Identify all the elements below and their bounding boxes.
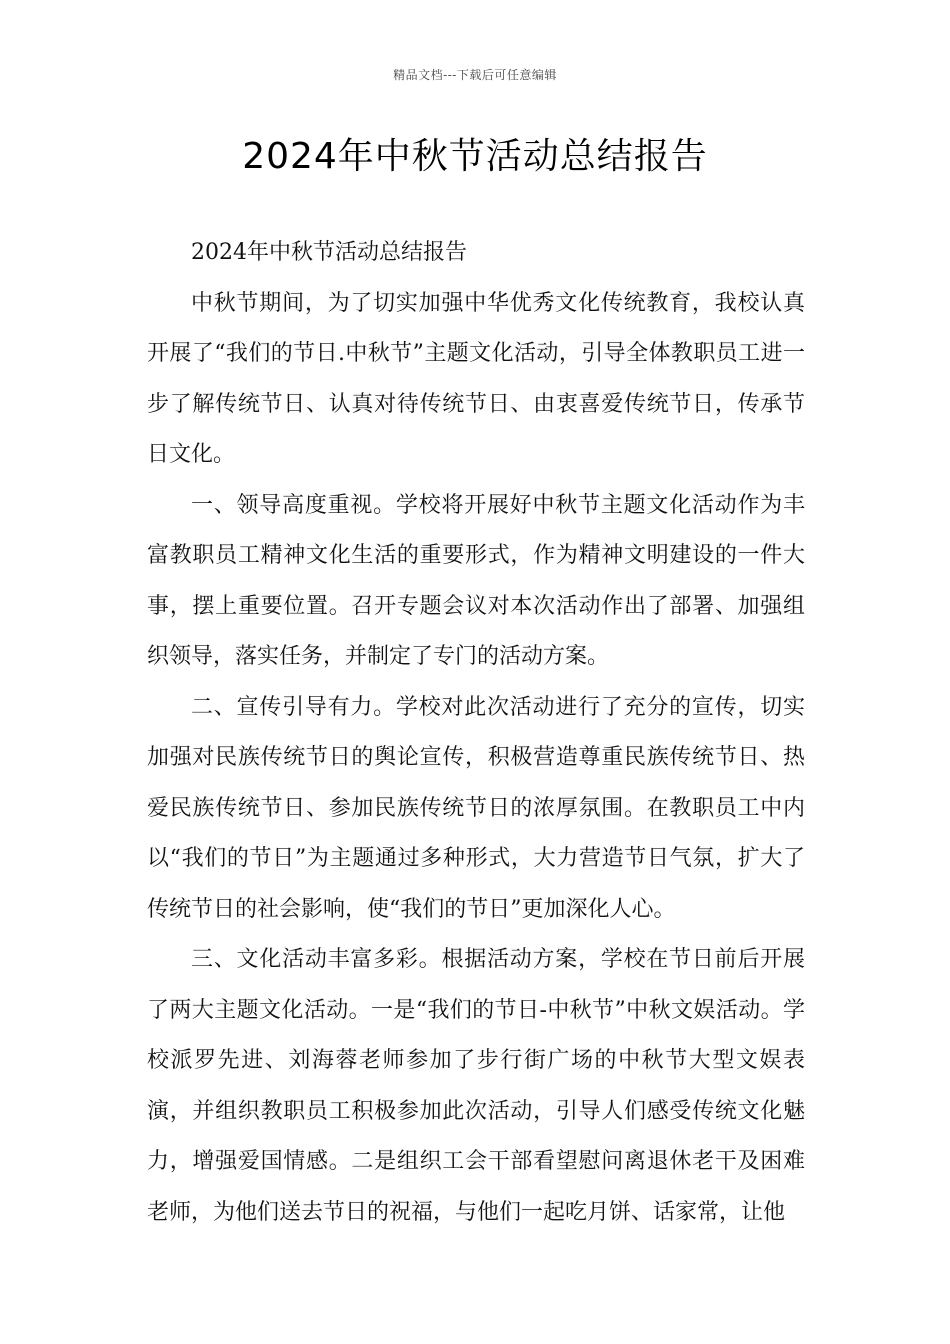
paragraph-section-3: 三、文化活动丰富多彩。根据活动方案，学校在节日前后开展了两大主题文化活动。一是“我们的节日-中秋节”中秋文娱活动。学校派罗先进、刘海蓉老师参加了步行街广场的中秋节大型文娱表演，并组织教职员工积极参加此次活动，引导人们感受传统文化魅力，增强爱国情感。二是组织工会干部看望慰问离退休老干及困难老师，为他们送去节日的祝福，与他们一起吃月饼、话家常，让他 xyxy=(147,947,805,1225)
page-header: 精品文档---下载后可任意编辑 xyxy=(393,68,557,82)
paragraph-intro: 中秋节期间，为了切实加强中华优秀文化传统教育，我校认真开展了“我们的节日.中秋节”主题文化活动，引导全体教职员工进一步了解传统节日、认真对待传统节日、由衷喜爱传统节日，传承节日文化。 xyxy=(147,290,805,467)
paragraph-section-2: 二、宣传引导有力。学校对此次活动进行了充分的宣传，切实加强对民族传统节日的舆论宣传，积极营造尊重民族传统节日、热爱民族传统节日、参加民族传统节日的浓厚氛围。在教职员工中内以“我们的节日”为主题通过多种形式，大力营造节日气氛，扩大了传统节日的社会影响，使“我们的节日”更加深化人心。 xyxy=(147,694,805,922)
paragraph-section-1: 一、领导高度重视。学校将开展好中秋节主题文化活动作为丰富教职员工精神文化生活的重要形式，作为精神文明建设的一件大事，摆上重要位置。召开专题会议对本次活动作出了部署、加强组织领导，落实任务，并制定了专门的活动方案。 xyxy=(147,492,805,669)
document-body xyxy=(147,228,805,1238)
paragraph-subtitle: 2024年中秋节活动总结报告 xyxy=(191,240,467,265)
document-title: 2024年中秋节活动总结报告 xyxy=(242,136,708,177)
